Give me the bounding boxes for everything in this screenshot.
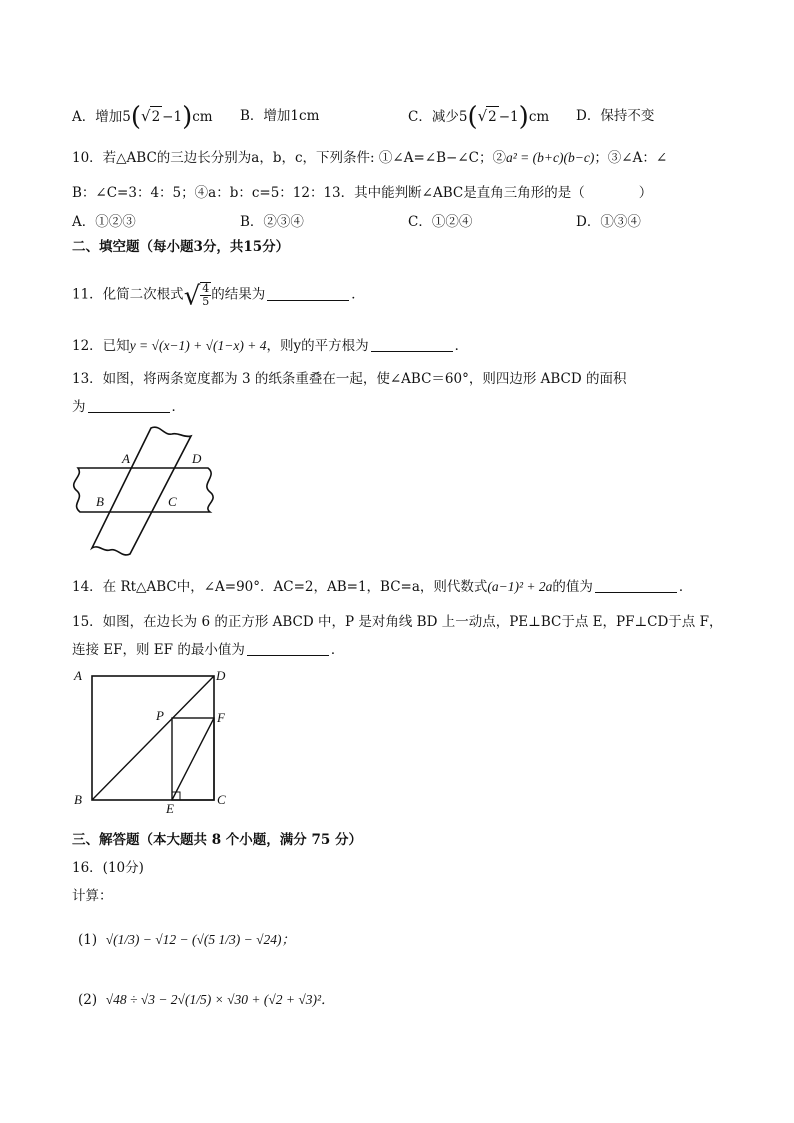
q9-option-b[interactable]: B．增加1cm (240, 108, 320, 124)
q16-part1: (1) √(1/3) − √12 − (√(5 1/3) − √24)； (78, 932, 296, 948)
label-p: P (156, 708, 164, 723)
q14: 14．在 Rt△ABC中，∠A=90°．AC=2，AB=1，BC=a，则代数式(a−1)² + 2a的值为 ． (72, 579, 693, 595)
q10-line2: B：∠C=3：4：5；④a：b：c=5：12：13．其中能判断∠ABC是直角三角形的是（ ） (72, 185, 653, 201)
q15-figure-square (70, 664, 240, 814)
q11-answer-blank[interactable] (267, 286, 349, 301)
q10-option-a[interactable]: A．①②③ (72, 214, 136, 230)
label-d: D (192, 451, 202, 466)
q13-answer-blank[interactable] (88, 398, 170, 413)
label-f: F (217, 710, 225, 725)
label-a: A (74, 668, 82, 683)
q13-figure-paper-strips (68, 420, 228, 560)
q12-answer-blank[interactable] (371, 337, 453, 352)
label-c: C (217, 792, 226, 807)
q10-option-b[interactable]: B．②③④ (240, 214, 304, 230)
section-2-title: 二、填空题（每小题3分，共15分） (72, 239, 290, 255)
label-d: D (216, 668, 226, 683)
label-e: E (166, 801, 174, 814)
horizontal-strip (74, 468, 213, 512)
q13-line2: 为 ． (72, 399, 185, 415)
q10-line1: 10．若△ABC的三边长分别为a，b，c，下列条件: ①∠A=∠B−∠C；②a² = (b+c)(b−c)；③∠A：∠ (72, 150, 668, 166)
q16-intro: 计算： (72, 888, 113, 904)
q12: 12．已知y = √(x−1) + √(1−x) + 4，则y的平方根为 ． (72, 338, 469, 354)
q15-answer-blank[interactable] (247, 641, 329, 656)
q9-options (72, 102, 752, 132)
section-3-title: 三、解答题（本大题共 8 个小题，满分 75 分） (72, 832, 362, 848)
diagonal-bd (92, 676, 214, 800)
q9-option-c[interactable]: C．减少5(√2 −1)cm (408, 102, 550, 132)
q16-header: 16．(10分) (72, 860, 144, 876)
q10-option-d[interactable]: D．①③④ (576, 214, 641, 230)
q15-line2: 连接 EF，则 EF 的最小值为 ． (72, 642, 345, 658)
slanted-strip (92, 427, 191, 555)
q11: 11．化简二次根式√ $\frac{4}{5}$ 的结果为 ． (72, 281, 365, 312)
q15-line1: 15．如图，在边长为 6 的正方形 ABCD 中，P 是对角线 BD 上一动点，PE⊥BC于点 E，PF⊥CD于点 F， (72, 614, 723, 630)
segment-ef (172, 718, 214, 800)
label-b: B (96, 494, 104, 509)
label-c: C (168, 494, 177, 509)
label-b: B (74, 792, 82, 807)
q10-option-c[interactable]: C．①②④ (408, 214, 473, 230)
q9-option-d[interactable]: D．保持不变 (576, 108, 655, 124)
label-a: A (122, 451, 130, 466)
q13-line1: 13．如图，将两条宽度都为 3 的纸条重叠在一起，使∠ABC＝60°，则四边形 ABCD 的面积 (72, 371, 627, 387)
q9-option-a[interactable]: A．增加5(√2 −1)cm (72, 102, 213, 132)
q16-part2: (2) √48 ÷ √3 − 2√(1/5) × √30 + (√2 + √3)²． (78, 992, 335, 1008)
q14-answer-blank[interactable] (595, 578, 677, 593)
